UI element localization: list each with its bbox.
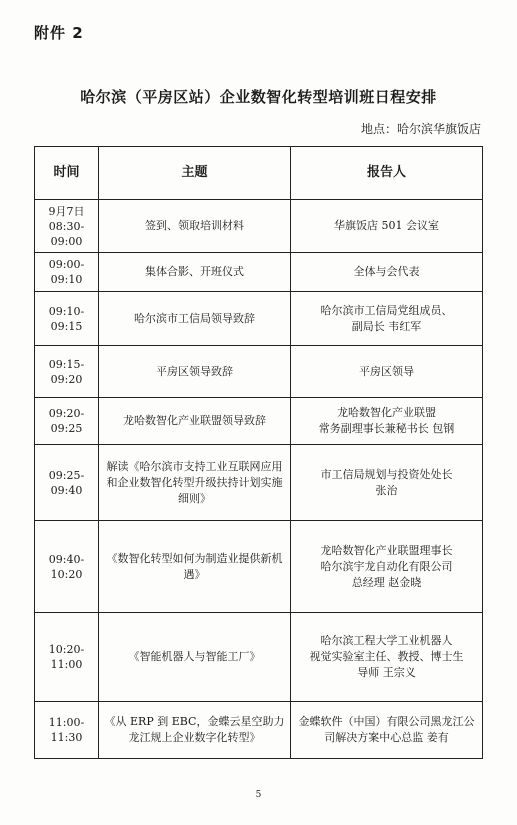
cell-speaker: 龙哈数智化产业联盟理事长 哈尔滨宇龙自动化有限公司 总经理 赵金晓 (291, 521, 483, 613)
cell-topic: 哈尔滨市工信局领导致辞 (99, 292, 291, 346)
cell-time: 09:40- 10:20 (35, 521, 99, 613)
cell-topic: 《数智化转型如何为制造业提供新机遇》 (99, 521, 291, 613)
table-row (35, 398, 483, 445)
table-row (35, 613, 483, 702)
cell-speaker: 平房区领导 (291, 346, 483, 398)
header-topic: 主题 (99, 147, 291, 200)
schedule-table (34, 146, 483, 759)
cell-speaker: 哈尔滨市工信局党组成员、 副局长 韦红军 (291, 292, 483, 346)
location-line: 地点：哈尔滨华旗饭店 (360, 122, 481, 136)
cell-time: 10:20- 11:00 (35, 613, 99, 702)
page-number: 5 (255, 790, 262, 800)
cell-time: 09:15- 09:20 (35, 346, 99, 398)
cell-topic: 解读《哈尔滨市支持工业互联网应用和企业数智化转型升级扶持计划实施细则》 (99, 445, 291, 521)
table-row (35, 702, 483, 759)
cell-speaker: 哈尔滨工程大学工业机器人 视觉实验室主任、教授、博士生 导师 王宗义 (291, 613, 483, 702)
cell-speaker: 金蝶软件（中国）有限公司黑龙江公司解决方案中心总监 姜有 (291, 702, 483, 759)
cell-time: 9月7日 08:30- 09:00 (35, 200, 99, 253)
cell-topic: 《从 ERP 到 EBC，金蝶云星空助力龙江规上企业数字化转型》 (99, 702, 291, 759)
table-row (35, 346, 483, 398)
table-row (35, 445, 483, 521)
document-title: 哈尔滨（平房区站）企业数智化转型培训班日程安排 (80, 88, 437, 106)
table-row (35, 200, 483, 253)
attachment-label: 附件 2 (34, 24, 84, 42)
header-time: 时间 (35, 147, 99, 200)
table-row (35, 253, 483, 292)
cell-speaker: 华旗饭店 501 会议室 (291, 200, 483, 253)
cell-time: 09:25- 09:40 (35, 445, 99, 521)
cell-time: 09:10- 09:15 (35, 292, 99, 346)
cell-topic: 集体合影、开班仪式 (99, 253, 291, 292)
cell-time: 09:20- 09:25 (35, 398, 99, 445)
cell-speaker: 龙哈数智化产业联盟 常务副理事长兼秘书长 包钢 (291, 398, 483, 445)
header-speaker: 报告人 (291, 147, 483, 200)
cell-speaker: 市工信局规划与投资处处长 张治 (291, 445, 483, 521)
table-header-row (35, 147, 483, 200)
cell-topic: 平房区领导致辞 (99, 346, 291, 398)
cell-speaker: 全体与会代表 (291, 253, 483, 292)
cell-topic: 龙哈数智化产业联盟领导致辞 (99, 398, 291, 445)
table-row (35, 292, 483, 346)
cell-topic: 《智能机器人与智能工厂》 (99, 613, 291, 702)
cell-time: 11:00- 11:30 (35, 702, 99, 759)
table-row (35, 521, 483, 613)
cell-time: 09:00- 09:10 (35, 253, 99, 292)
cell-topic: 签到、领取培训材料 (99, 200, 291, 253)
